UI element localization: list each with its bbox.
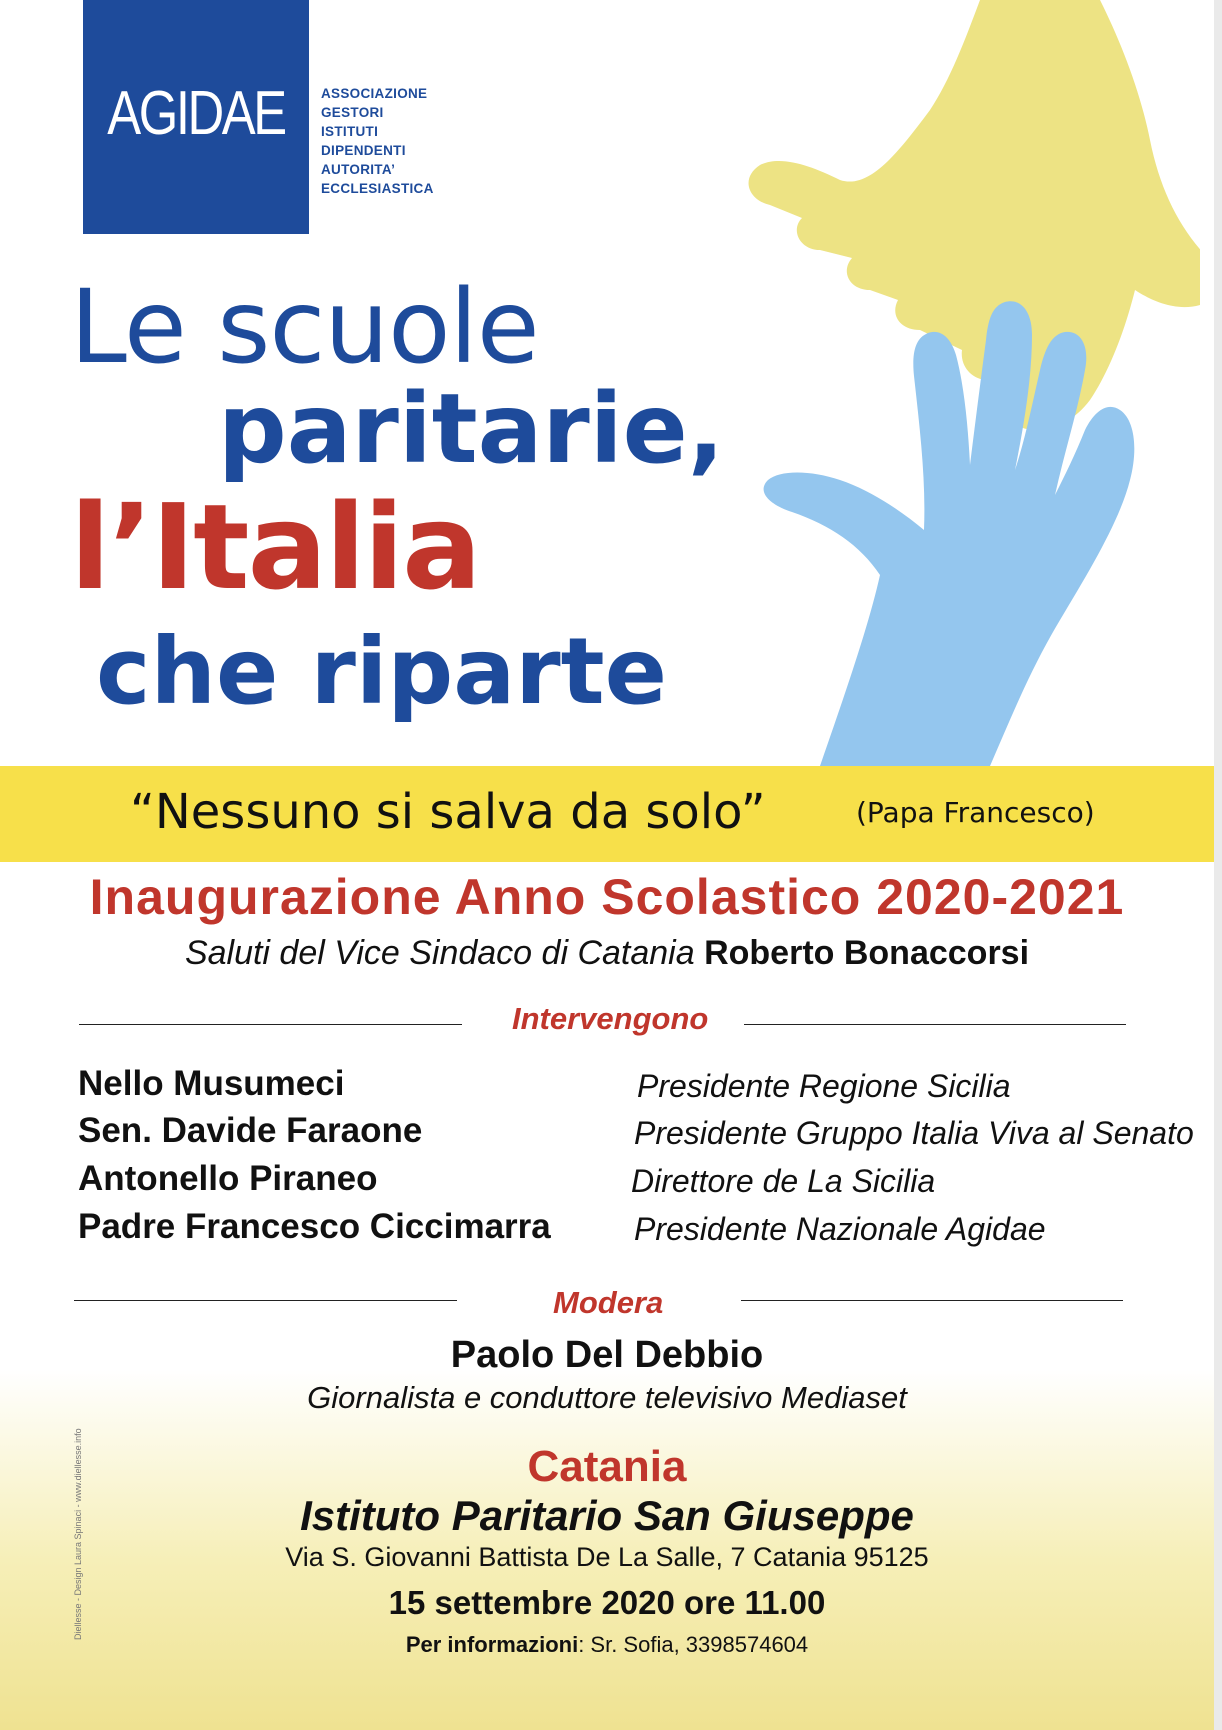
event-datetime: 15 settembre 2020 ore 11.00: [388, 1584, 826, 1621]
divider-left: [79, 1024, 462, 1025]
yellow-hand-icon: [749, 0, 1200, 430]
logo-description: [321, 84, 434, 198]
speaker-name: Sen. Davide Faraone: [78, 1111, 423, 1150]
headline-line-4: che riparte: [96, 618, 668, 725]
location-address: Via S. Giovanni Battista De La Salle, 7 Catania 95125: [285, 1542, 929, 1572]
quote-text: “Nessuno si salva da solo”: [130, 784, 766, 840]
quote-author: (Papa Francesco): [856, 796, 1095, 829]
speaker-name: Padre Francesco Ciccimarra: [78, 1207, 551, 1246]
headline-line-2: paritarie,: [218, 373, 725, 485]
logo-desc-line: DIPENDENTI: [321, 143, 406, 158]
logo-desc-line: ECCLESIASTICA: [321, 181, 434, 196]
agidae-logo: [83, 0, 309, 234]
speaker-role: Presidente Gruppo Italia Viva al Senato: [634, 1115, 1194, 1151]
moderator-role: Giornalista e conduttore televisivo Mediaset: [307, 1380, 907, 1415]
speakers-label: Intervengono: [512, 1001, 709, 1036]
moderator-name: Paolo Del Debbio: [450, 1334, 764, 1376]
logo-desc-line: GESTORI: [321, 105, 384, 120]
speaker-role: Presidente Nazionale Agidae: [634, 1211, 1046, 1247]
logo-desc-line: AUTORITA’: [321, 162, 396, 177]
logo-wordmark: AGIDAE: [107, 79, 285, 148]
event-title: Inaugurazione Anno Scolastico 2020-2021: [89, 869, 1125, 925]
divider-left: [74, 1300, 457, 1301]
moderator-label: Modera: [553, 1285, 664, 1320]
design-credit: Diellesse - Design Laura Spinaci - www.diellesse.info: [73, 1428, 83, 1640]
divider-right: [744, 1024, 1126, 1025]
speaker-role: Direttore de La Sicilia: [631, 1163, 936, 1199]
speaker-role: Presidente Regione Sicilia: [637, 1068, 1011, 1104]
contact-info: [0, 1632, 1214, 1658]
page-edge: [1214, 0, 1222, 1730]
greetings-prefix: Saluti del Vice Sindaco di Catania: [184, 934, 695, 972]
divider-right: [741, 1300, 1123, 1301]
location-venue: Istituto Paritario San Giuseppe: [300, 1492, 914, 1539]
speaker-name: Nello Musumeci: [78, 1064, 345, 1103]
hands-illustration: [680, 0, 1200, 766]
blue-hand-icon: [764, 301, 1135, 766]
contact-text: : Sr. Sofia, 3398574604: [578, 1632, 809, 1657]
logo-desc-line: ISTITUTI: [321, 124, 379, 139]
headline-line-3: l’Italia: [70, 478, 480, 616]
location-city: Catania: [527, 1442, 687, 1491]
speaker-name: Antonello Piraneo: [78, 1159, 378, 1198]
contact-label: Per informazioni: [405, 1632, 579, 1657]
logo-desc-line: ASSOCIAZIONE: [321, 86, 428, 101]
greetings-name: Roberto Bonaccorsi: [704, 934, 1030, 972]
greetings-line: [0, 934, 1214, 973]
headline-line-1: Le scuole: [70, 268, 539, 387]
